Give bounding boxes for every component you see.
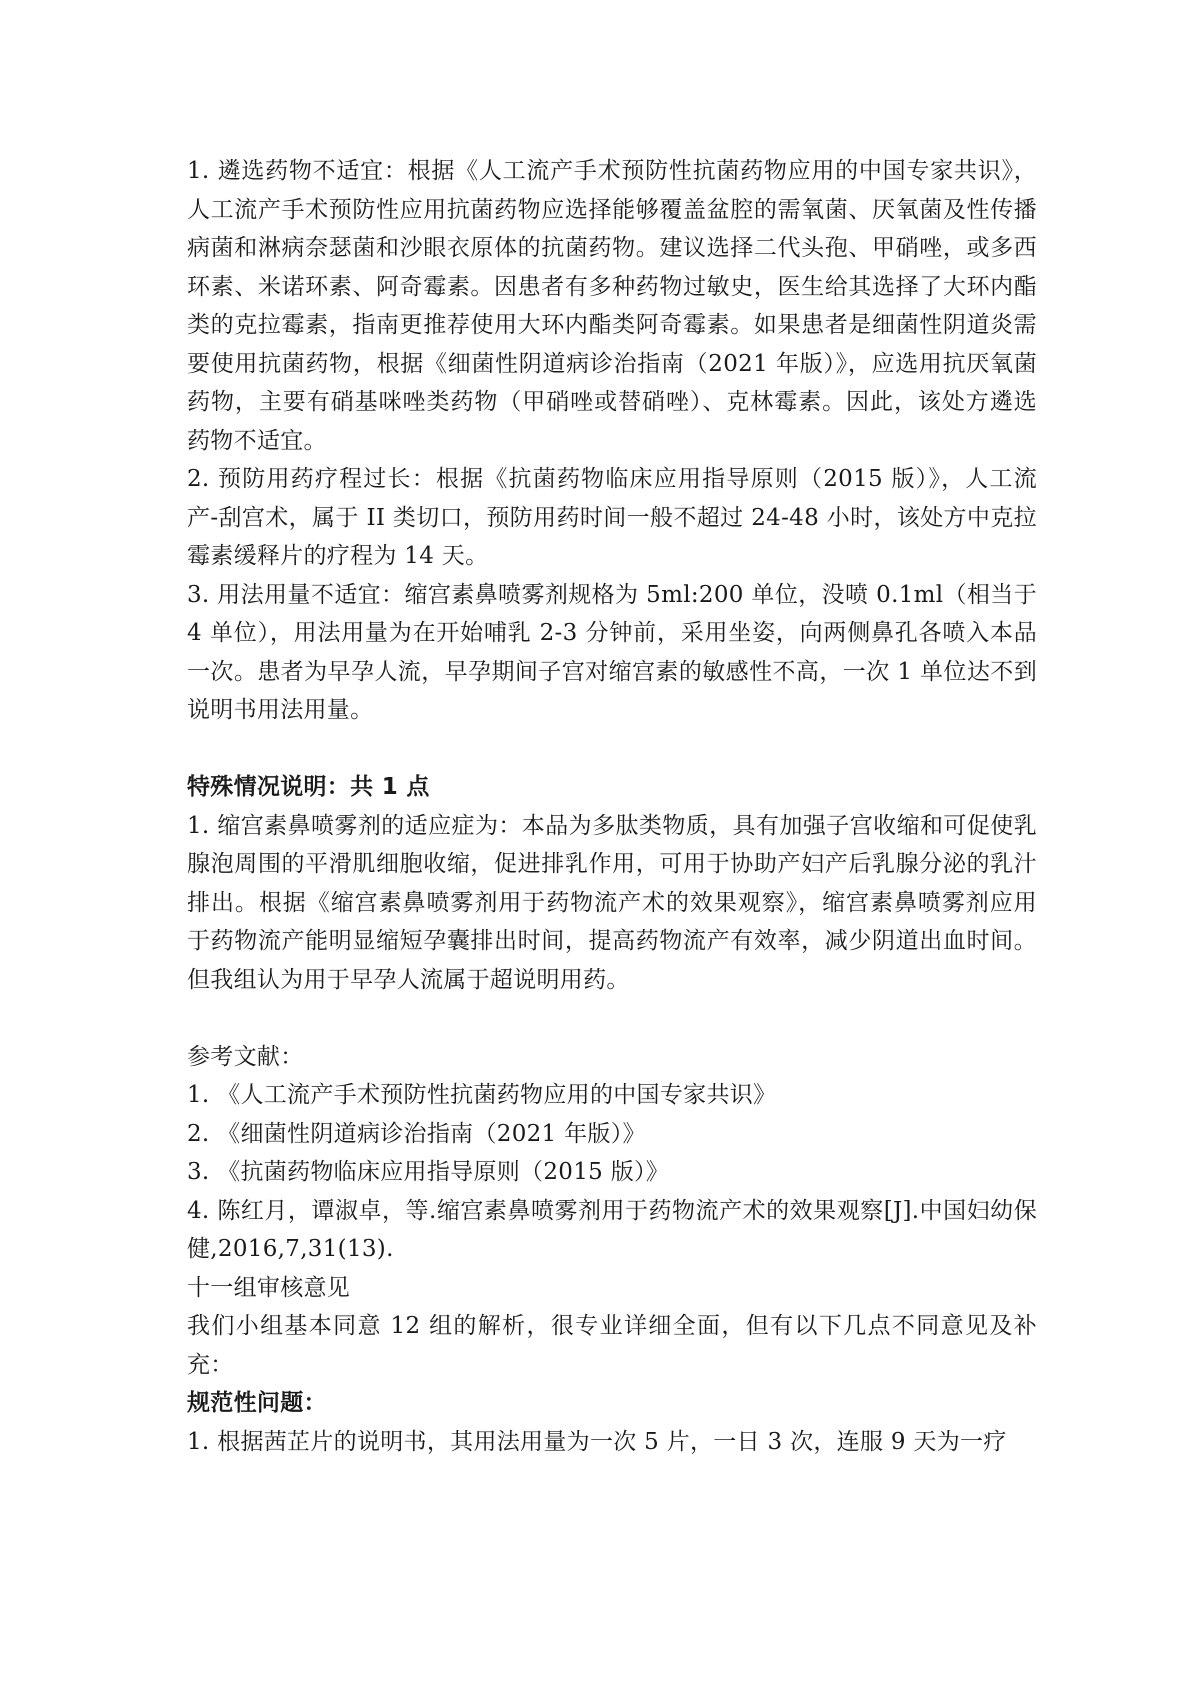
special-item-1: 1. 缩宫素鼻喷雾剂的适应症为：本品为多肽类物质，具有加强子宫收缩和可促使乳腺泡周围的平滑肌细胞收缩，促进排乳作用，可用于协助产妇产后乳腺分泌的乳汁排出。根据《缩宫素鼻喷雾剂用于药物流产术的效果观察》，缩宫素鼻喷雾剂应用于药物流产能明显缩短孕囊排出时间，提高药物流产有效率，减少阴道出血时间。但我组认为用于早孕人流属于超说明用药。 [187, 812, 1037, 993]
references-heading: 参考文献： [187, 1043, 304, 1070]
review-heading: 十一组审核意见 [187, 1274, 351, 1301]
review-item-1: 1. 根据茜芷片的说明书，其用法用量为一次 5 片，一日 3 次，连服 9 天为一疗 [187, 1428, 1007, 1455]
document-body [187, 152, 1037, 1461]
review-intro: 我们小组基本同意 12 组的解析，很专业详细全面，但有以下几点不同意见及补充： [187, 1313, 1037, 1378]
spacer [187, 730, 1037, 769]
special-heading: 特殊情况说明：共 1 点 [187, 774, 430, 800]
problem-item-3: 3. 用法用量不适宜：缩宫素鼻喷雾剂规格为 5ml:200 单位，没喷 0.1ml（相当于 4 单位），用法用量为在开始哺乳 2-3 分钟前，采用坐姿，向两侧鼻孔各喷入本品一次。患者为早孕人流，早孕期间子宫对缩宫素的敏感性不高，一次 1 单位达不到说明书用法用量。 [187, 581, 1037, 723]
review-subheading: 规范性问题： [187, 1390, 327, 1416]
reference-item-2: 2. 《细菌性阴道病诊治指南（2021 年版）》 [187, 1120, 646, 1147]
reference-item-1: 1. 《人工流产手术预防性抗菌药物应用的中国专家共识》 [187, 1082, 777, 1108]
reference-item-4: 4. 陈红月，谭淑卓，等.缩宫素鼻喷雾剂用于药物流产术的效果观察[J].中国妇幼保健,2016,7,31(13). [187, 1197, 1037, 1262]
problem-item-1: 1. 遴选药物不适宜：根据《人工流产手术预防性抗菌药物应用的中国专家共识》，人工流产手术预防性应用抗菌药物应选择能够覆盖盆腔的需氧菌、厌氧菌及性传播病菌和淋病奈瑟菌和沙眼衣原体的抗菌药物。建议选择二代头孢、甲硝唑，或多西环素、米诺环素、阿奇霉素。因患者有多种药物过敏史，医生给其选择了大环内酯类的克拉霉素，指南更推荐使用大环内酯类阿奇霉素。如果患者是细菌性阴道炎需要使用抗菌药物，根据《细菌性阴道病诊治指南（2021 年版）》，应选用抗厌氧菌药物，主要有硝基咪唑类药物（甲硝唑或替硝唑）、克林霉素。因此，该处方遴选药物不适宜。 [187, 158, 1037, 454]
spacer [187, 999, 1037, 1038]
reference-item-3: 3. 《抗菌药物临床应用指导原则（2015 版）》 [187, 1159, 670, 1185]
problem-item-2: 2. 预防用药疗程过长：根据《抗菌药物临床应用指导原则（2015 版）》，人工流产-刮宫术，属于 II 类切口，预防用药时间一般不超过 24-48 小时，该处方中克拉霉素缓释片的疗程为 14 天。 [187, 466, 1037, 569]
